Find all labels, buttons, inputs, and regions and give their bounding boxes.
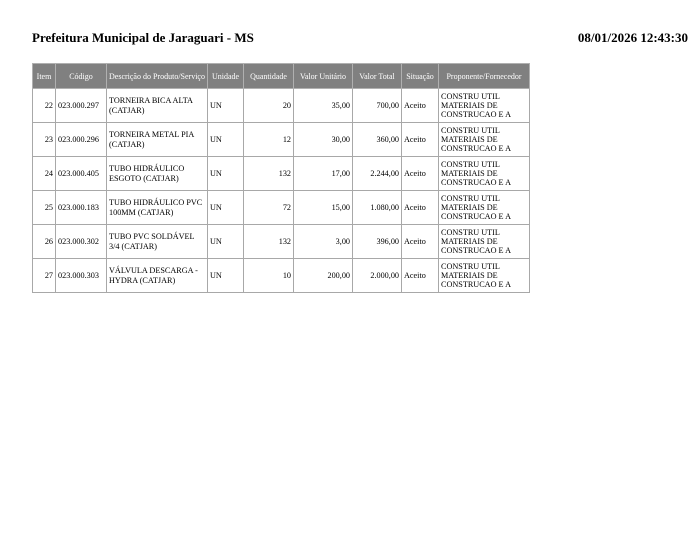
table-header-row <box>33 64 530 89</box>
cell-valor-total: 2.000,00 <box>353 259 402 293</box>
cell-valor-total: 2.244,00 <box>353 157 402 191</box>
col-header-fornecedor: Proponente/Fornecedor <box>439 64 530 89</box>
cell-unidade: UN <box>208 89 244 123</box>
cell-codigo: 023.000.183 <box>56 191 107 225</box>
cell-valor-total: 396,00 <box>353 225 402 259</box>
cell-descricao: TUBO PVC SOLDÁVEL 3/4 (CATJAR) <box>107 225 208 259</box>
col-header-codigo: Código <box>56 64 107 89</box>
cell-codigo: 023.000.302 <box>56 225 107 259</box>
cell-descricao: TORNEIRA METAL PIA (CATJAR) <box>107 123 208 157</box>
cell-valor-total: 360,00 <box>353 123 402 157</box>
items-table <box>32 63 530 293</box>
cell-quantidade: 10 <box>244 259 294 293</box>
cell-situacao: Aceito <box>402 191 439 225</box>
col-header-situacao: Situação <box>402 64 439 89</box>
cell-situacao: Aceito <box>402 259 439 293</box>
cell-codigo: 023.000.296 <box>56 123 107 157</box>
cell-item: 26 <box>33 225 56 259</box>
table-row <box>33 225 530 259</box>
table-row <box>33 191 530 225</box>
cell-descricao: VÁLVULA DESCARGA - HYDRA (CATJAR) <box>107 259 208 293</box>
cell-situacao: Aceito <box>402 89 439 123</box>
cell-unidade: UN <box>208 157 244 191</box>
cell-codigo: 023.000.405 <box>56 157 107 191</box>
cell-item: 24 <box>33 157 56 191</box>
table-row <box>33 259 530 293</box>
col-header-valor-unitario: Valor Unitário <box>294 64 353 89</box>
cell-situacao: Aceito <box>402 157 439 191</box>
cell-unidade: UN <box>208 123 244 157</box>
cell-valor-unitario: 200,00 <box>294 259 353 293</box>
cell-descricao: TUBO HIDRÁULICO ESGOTO (CATJAR) <box>107 157 208 191</box>
cell-descricao: TORNEIRA BICA ALTA (CATJAR) <box>107 89 208 123</box>
page-title: Prefeitura Municipal de Jaraguari - MS <box>32 30 254 45</box>
cell-item: 27 <box>33 259 56 293</box>
table-row <box>33 157 530 191</box>
cell-quantidade: 132 <box>244 225 294 259</box>
cell-codigo: 023.000.297 <box>56 89 107 123</box>
cell-fornecedor: CONSTRU UTIL MATERIAIS DE CONSTRUCAO E A <box>439 225 530 259</box>
cell-quantidade: 132 <box>244 157 294 191</box>
cell-fornecedor: CONSTRU UTIL MATERIAIS DE CONSTRUCAO E A <box>439 123 530 157</box>
cell-valor-unitario: 35,00 <box>294 89 353 123</box>
col-header-valor-total: Valor Total <box>353 64 402 89</box>
cell-quantidade: 20 <box>244 89 294 123</box>
cell-descricao: TUBO HIDRÁULICO PVC 100MM (CATJAR) <box>107 191 208 225</box>
cell-quantidade: 12 <box>244 123 294 157</box>
col-header-unidade: Unidade <box>208 64 244 89</box>
cell-valor-unitario: 30,00 <box>294 123 353 157</box>
cell-valor-total: 700,00 <box>353 89 402 123</box>
col-header-item: Item <box>33 64 56 89</box>
cell-fornecedor: CONSTRU UTIL MATERIAIS DE CONSTRUCAO E A <box>439 157 530 191</box>
cell-valor-unitario: 17,00 <box>294 157 353 191</box>
cell-fornecedor: CONSTRU UTIL MATERIAIS DE CONSTRUCAO E A <box>439 259 530 293</box>
table-row <box>33 89 530 123</box>
cell-fornecedor: CONSTRU UTIL MATERIAIS DE CONSTRUCAO E A <box>439 89 530 123</box>
col-header-descricao: Descrição do Produto/Serviço <box>107 64 208 89</box>
cell-item: 22 <box>33 89 56 123</box>
table-row <box>33 123 530 157</box>
col-header-quantidade: Quantidade <box>244 64 294 89</box>
cell-valor-unitario: 15,00 <box>294 191 353 225</box>
cell-codigo: 023.000.303 <box>56 259 107 293</box>
cell-quantidade: 72 <box>244 191 294 225</box>
cell-fornecedor: CONSTRU UTIL MATERIAIS DE CONSTRUCAO E A <box>439 191 530 225</box>
cell-item: 25 <box>33 191 56 225</box>
cell-valor-unitario: 3,00 <box>294 225 353 259</box>
cell-item: 23 <box>33 123 56 157</box>
cell-unidade: UN <box>208 225 244 259</box>
cell-unidade: UN <box>208 191 244 225</box>
report-datetime: 08/01/2026 12:43:30 <box>577 30 688 45</box>
cell-unidade: UN <box>208 259 244 293</box>
cell-situacao: Aceito <box>402 225 439 259</box>
cell-valor-total: 1.080,00 <box>353 191 402 225</box>
cell-situacao: Aceito <box>402 123 439 157</box>
